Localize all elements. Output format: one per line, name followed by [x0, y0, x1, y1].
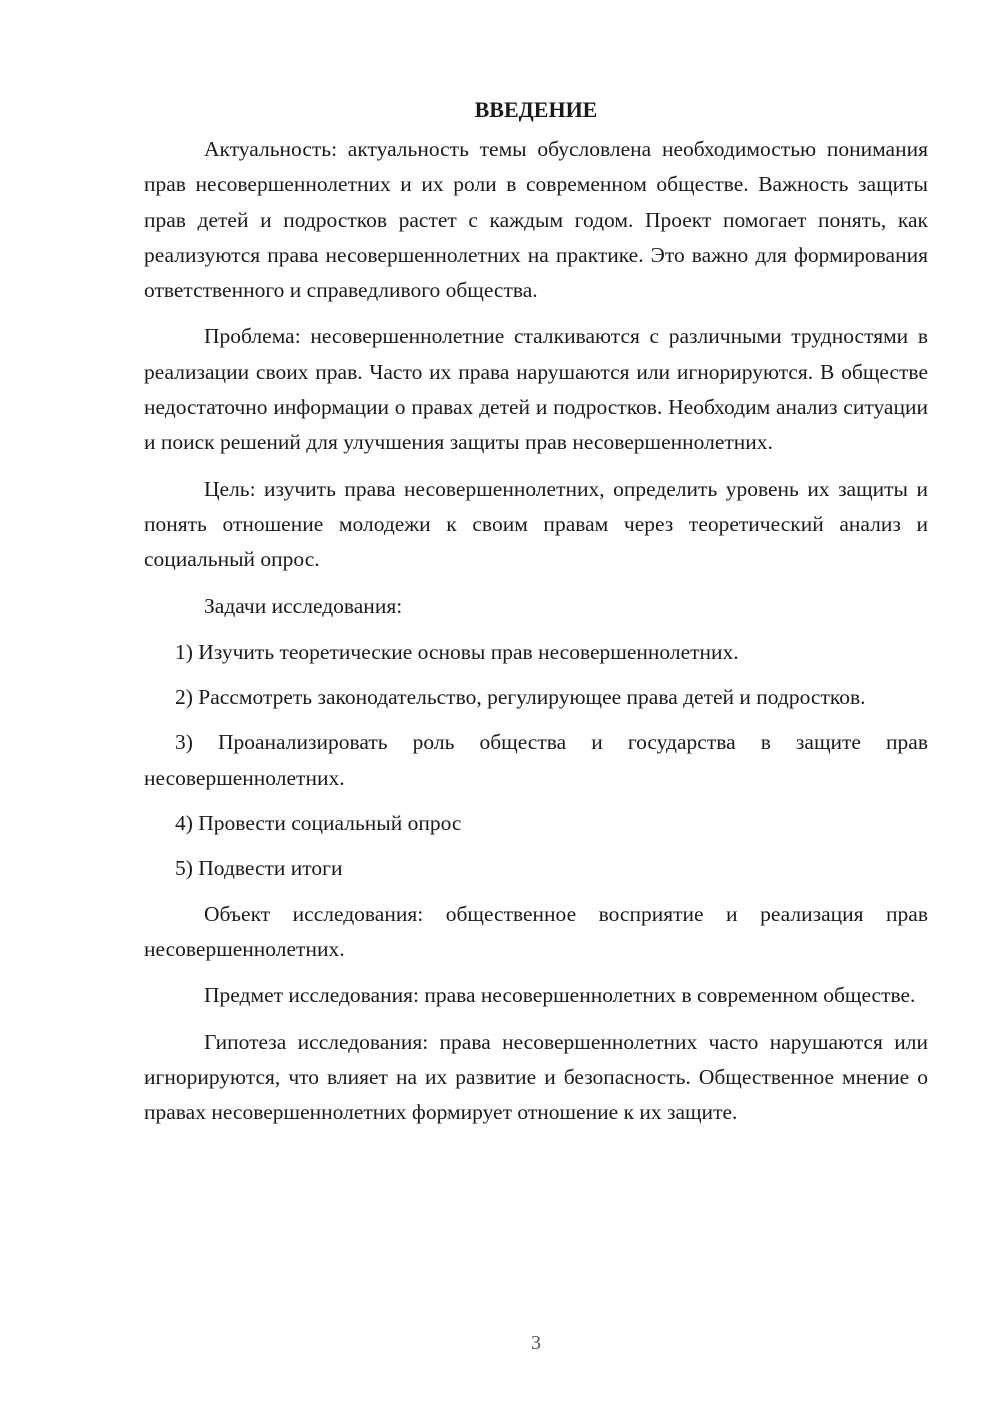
hypothesis-paragraph: Гипотеза исследования: права несовершеннолетних часто нарушаются или игнорируются, что влияет на их развитие и безопасность. Общественное мнение о правах несовершеннолетних формирует отношение к их защите.	[144, 1029, 928, 1125]
object-paragraph: Объект исследования: общественное восприятие и реализация прав несовершеннолетних.	[144, 901, 928, 961]
goal-paragraph: Цель: изучить права несовершеннолетних, определить уровень их защиты и понять отношение молодежи к своим правам через теоретический анализ и социальный опрос.	[144, 476, 928, 572]
tasks-heading: Задачи исследования:	[204, 593, 403, 618]
relevance-paragraph: Актуальность: актуальность темы обусловлена необходимостью понимания прав несовершеннолетних и их роли в современном обществе. Важность защиты прав детей и подростков растет с каждым годом. Проект помогает понять, как реализуются права несовершеннолетних на практике. Это важно для формирования ответственного и справедливого общества.	[144, 137, 928, 303]
page-number: 3	[531, 1332, 541, 1354]
task-item: 1) Изучить теоретические основы прав несовершеннолетних.	[175, 639, 739, 664]
document-page	[144, 92, 928, 1141]
task-item: 4) Провести социальный опрос	[175, 811, 462, 836]
task-item: 3) Проанализировать роль общества и государства в защите прав несовершеннолетних.	[144, 730, 928, 790]
task-item: 5) Подвести итоги	[175, 856, 343, 881]
section-title: ВВЕДЕНИЕ	[474, 97, 598, 122]
problem-paragraph: Проблема: несовершеннолетние сталкиваются с различными трудностями в реализации своих прав. Часто их права нарушаются или игнорируются. В обществе недостаточно информации о правах детей и подростков. Необходим анализ ситуации и поиск решений для улучшения защиты прав несовершеннолетних.	[144, 324, 928, 455]
subject-paragraph: Предмет исследования: права несовершеннолетних в современном обществе.	[204, 983, 916, 1008]
task-item: 2) Рассмотреть законодательство, регулирующее права детей и подростков.	[175, 685, 866, 710]
